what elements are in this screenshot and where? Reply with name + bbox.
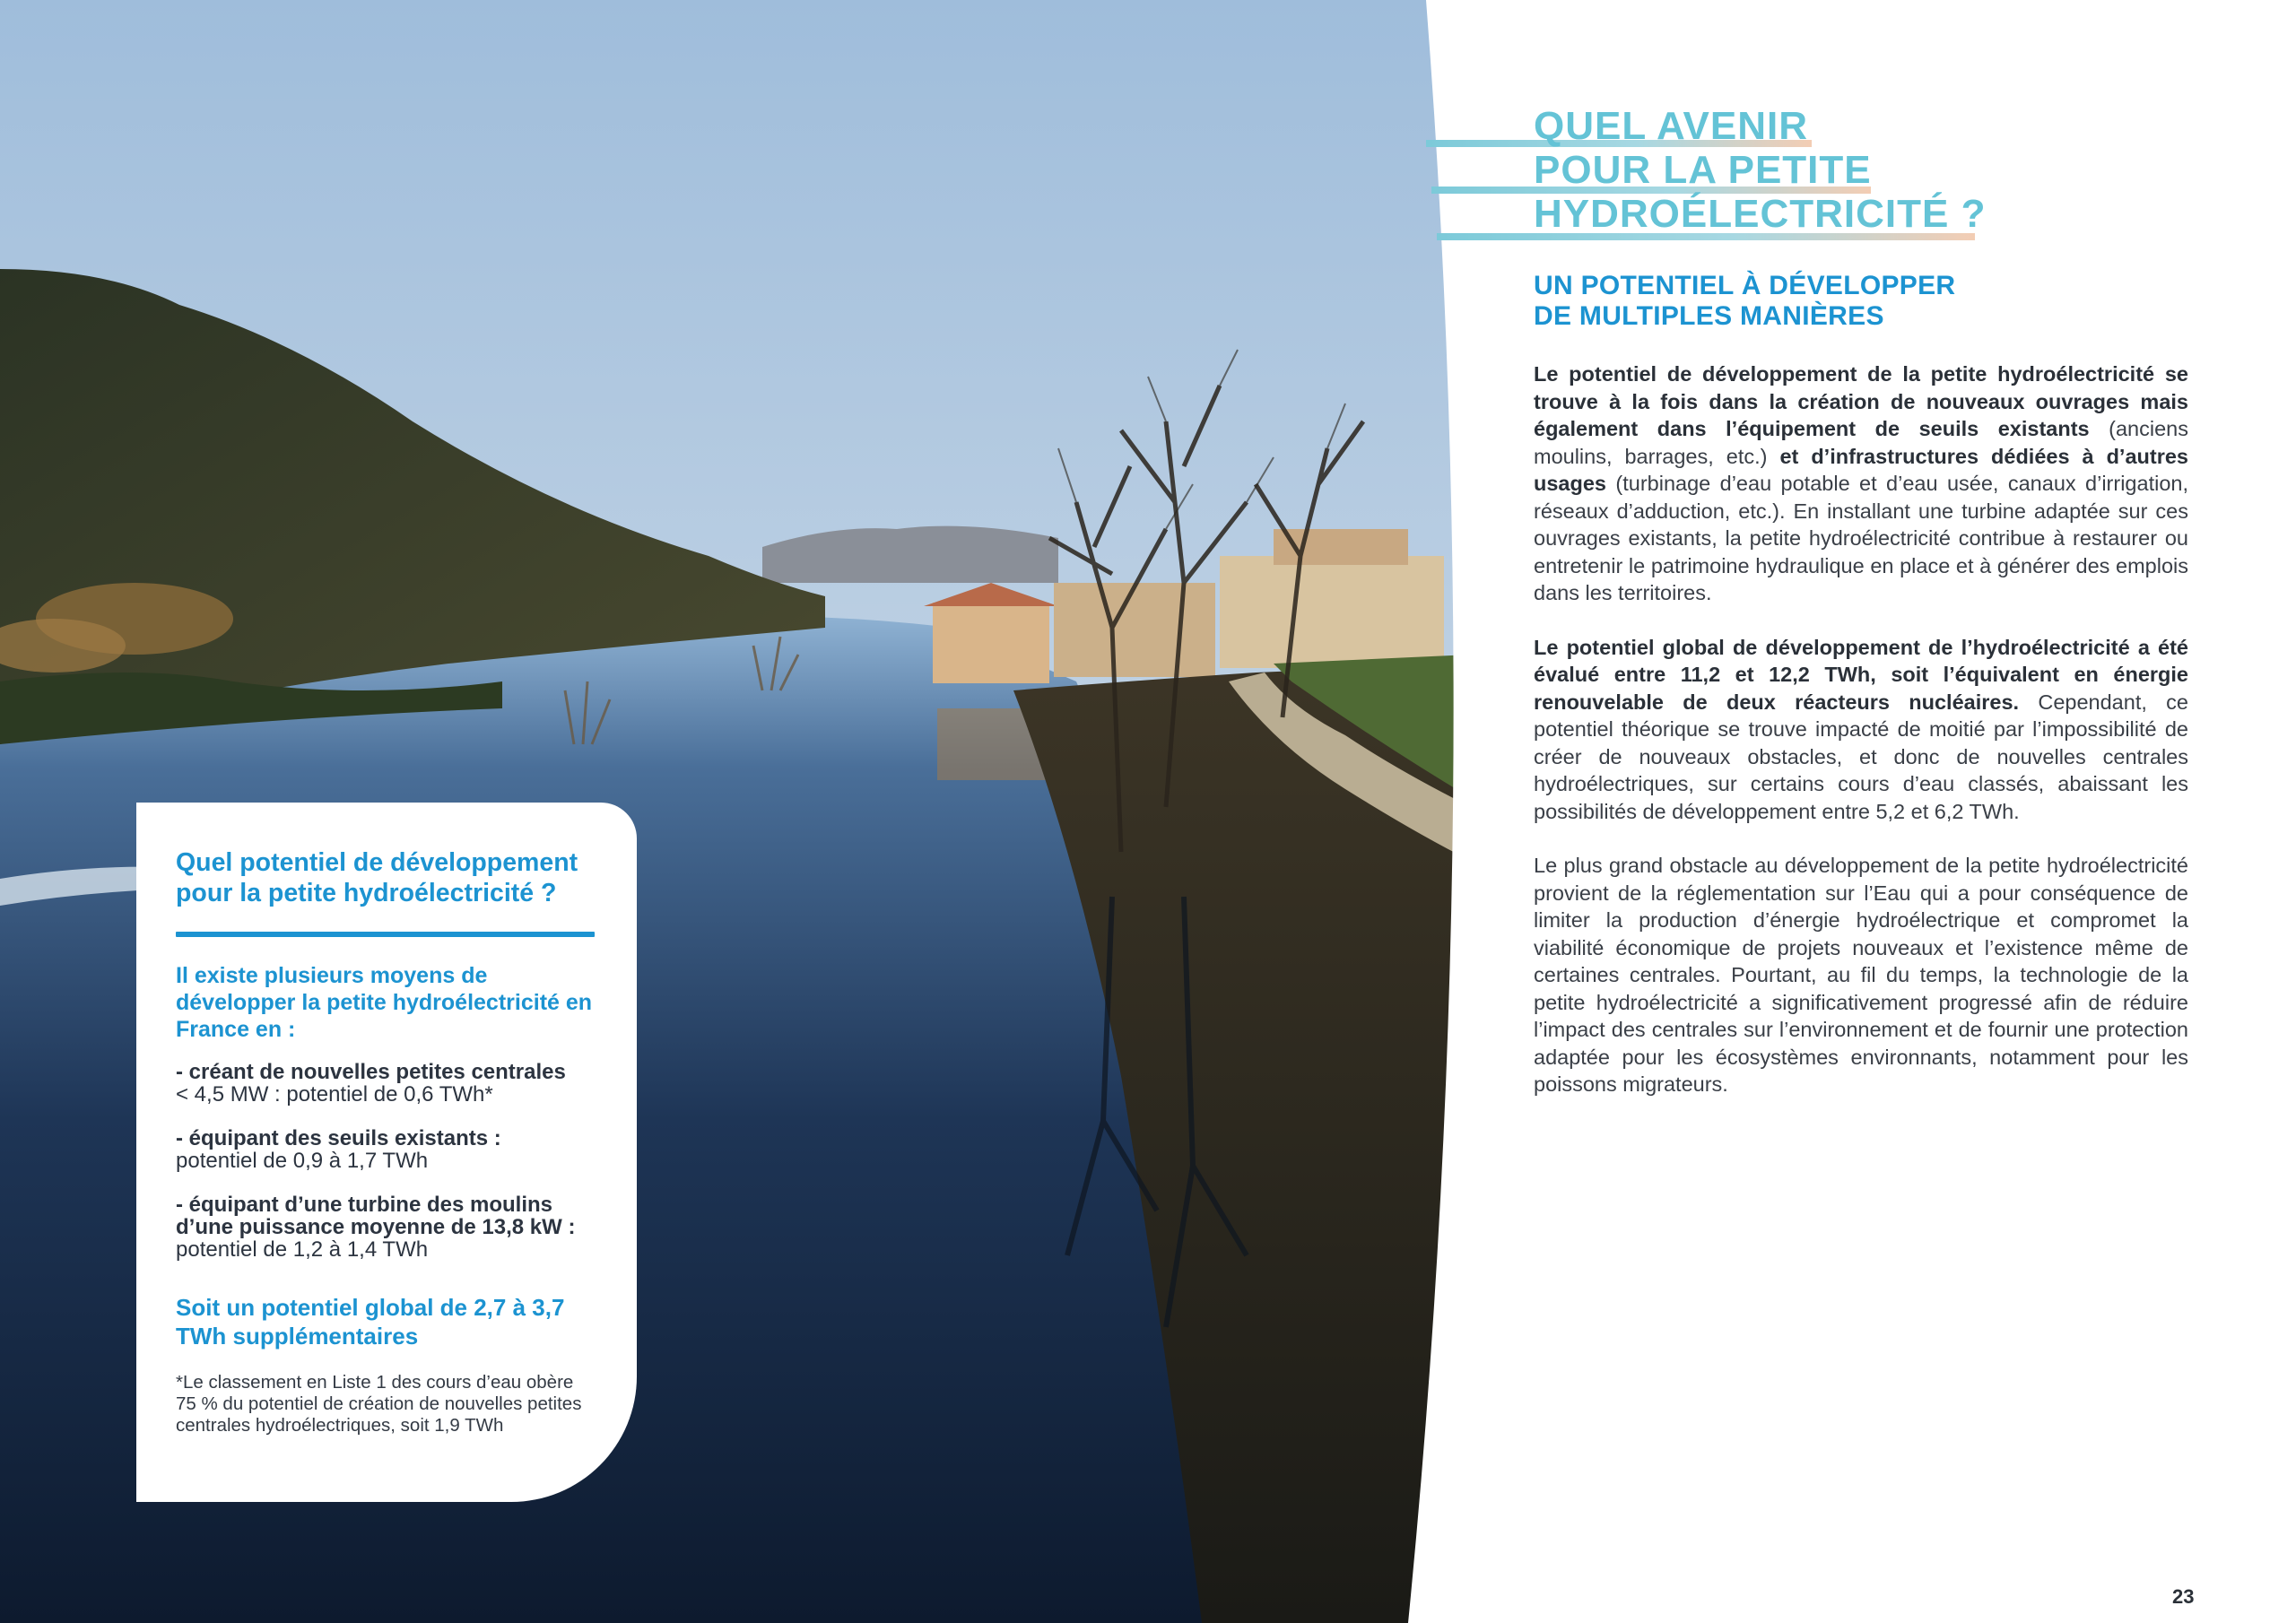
box-total: Soit un potentiel global de 2,7 à 3,7 TWh supplémentaires	[176, 1294, 565, 1350]
body-text	[1534, 360, 2188, 1125]
paragraph-bold: et d’infrastructures dédiées à d’autres usages	[1534, 444, 2188, 495]
paragraph-text: (anciens moulins, barrages, etc.)	[1534, 417, 2188, 468]
box-item-regular: potentiel de 1,2 à 1,4 TWh	[176, 1237, 429, 1262]
page-title-line: QUEL AVENIR	[1534, 104, 1809, 148]
paragraph	[1534, 360, 2188, 607]
paragraph	[1534, 634, 2188, 826]
box-item-regular: potentiel de 0,9 à 1,7 TWh	[176, 1149, 429, 1173]
box-footnote: *Le classement en Liste 1 des cours d’eau obère 75 % du potentiel de création de nouvelles petites centrales hydroélectriques, soit 1,9 TWh	[176, 1372, 582, 1436]
page-title-line: POUR LA PETITE	[1534, 148, 1872, 192]
box-item	[176, 1127, 596, 1172]
box-intro: Il existe plusieurs moyens de développer la petite hydroélectricité en France en :	[176, 963, 593, 1042]
subtitle-line: DE MULTIPLES MANIÈRES	[1534, 301, 1884, 331]
box-item-bold: - équipant d’une turbine des moulins d’une puissance moyenne de 13,8 kW :	[176, 1193, 576, 1239]
paragraph-text: (turbinage d’eau potable et d’eau usée, canaux d’irrigation, réseaux d’adduction, etc.). En installant une turbine adaptée sur ces ouvrages existants, la petite hydroélectricité contribue à restaurer ou entretenir le patrimoine hydraulique en place et à générer des emplois dans les territoires.	[1534, 472, 2188, 604]
paragraph-text: Cependant, ce potentiel théorique se trouve impacté de moitié par l’impossibilité de créer de nouveaux obstacles, et donc de nouvelles centrales hydroélectriques, sur certains cours d’eau classés, abaissant les possibilités de développement entre 5,2 et 6,2 TWh.	[1534, 690, 2188, 823]
paragraph-bold: Le potentiel de développement de la petite hydroélectricité se trouve à la fois dans la création de nouveaux ouvrages mais également dans l’équipement de seuils existants	[1534, 362, 2188, 440]
box-divider	[176, 932, 595, 937]
box-item-bold: - équipant des seuils existants :	[176, 1126, 501, 1150]
section-subtitle	[1534, 271, 1955, 332]
box-item-regular: < 4,5 MW : potentiel de 0,6 TWh*	[176, 1082, 493, 1107]
box-item	[176, 1061, 596, 1106]
box-item	[176, 1193, 596, 1261]
page-title-line: HYDROÉLECTRICITÉ ?	[1534, 192, 1987, 236]
paragraph: Le plus grand obstacle au développement de la petite hydroélectricité provient de la réglementation sur l’Eau qui a pour conséquence de limiter la production d’énergie hydroélectrique et compromet la viabilité économique de projets nouveaux et l’existence même de certaines centrales. Pourtant, au fil du temps, la technologie de la petite hydroélectricité a significativement progressé afin de réduire l’impact des centrales sur l’environnement et de fournir une protection adaptée pour les écosystèmes environnants, notamment pour les poissons migrateurs.	[1534, 854, 2188, 1096]
potential-info-box	[136, 803, 637, 1502]
page-title	[1534, 104, 1986, 236]
paragraph-bold: Le potentiel global de développement de l’hydroélectricité a été évalué entre 11,2 et 12,2 TWh, soit l’équivalent en énergie renouvelable de deux réacteurs nucléaires.	[1534, 635, 2188, 714]
box-title: Quel potentiel de développement pour la petite hydroélectricité ?	[176, 848, 578, 907]
box-item-bold: - créant de nouvelles petites centrales	[176, 1060, 566, 1084]
page-number: 23	[2172, 1585, 2195, 1608]
subtitle-line: UN POTENTIEL À DÉVELOPPER	[1534, 271, 1956, 300]
